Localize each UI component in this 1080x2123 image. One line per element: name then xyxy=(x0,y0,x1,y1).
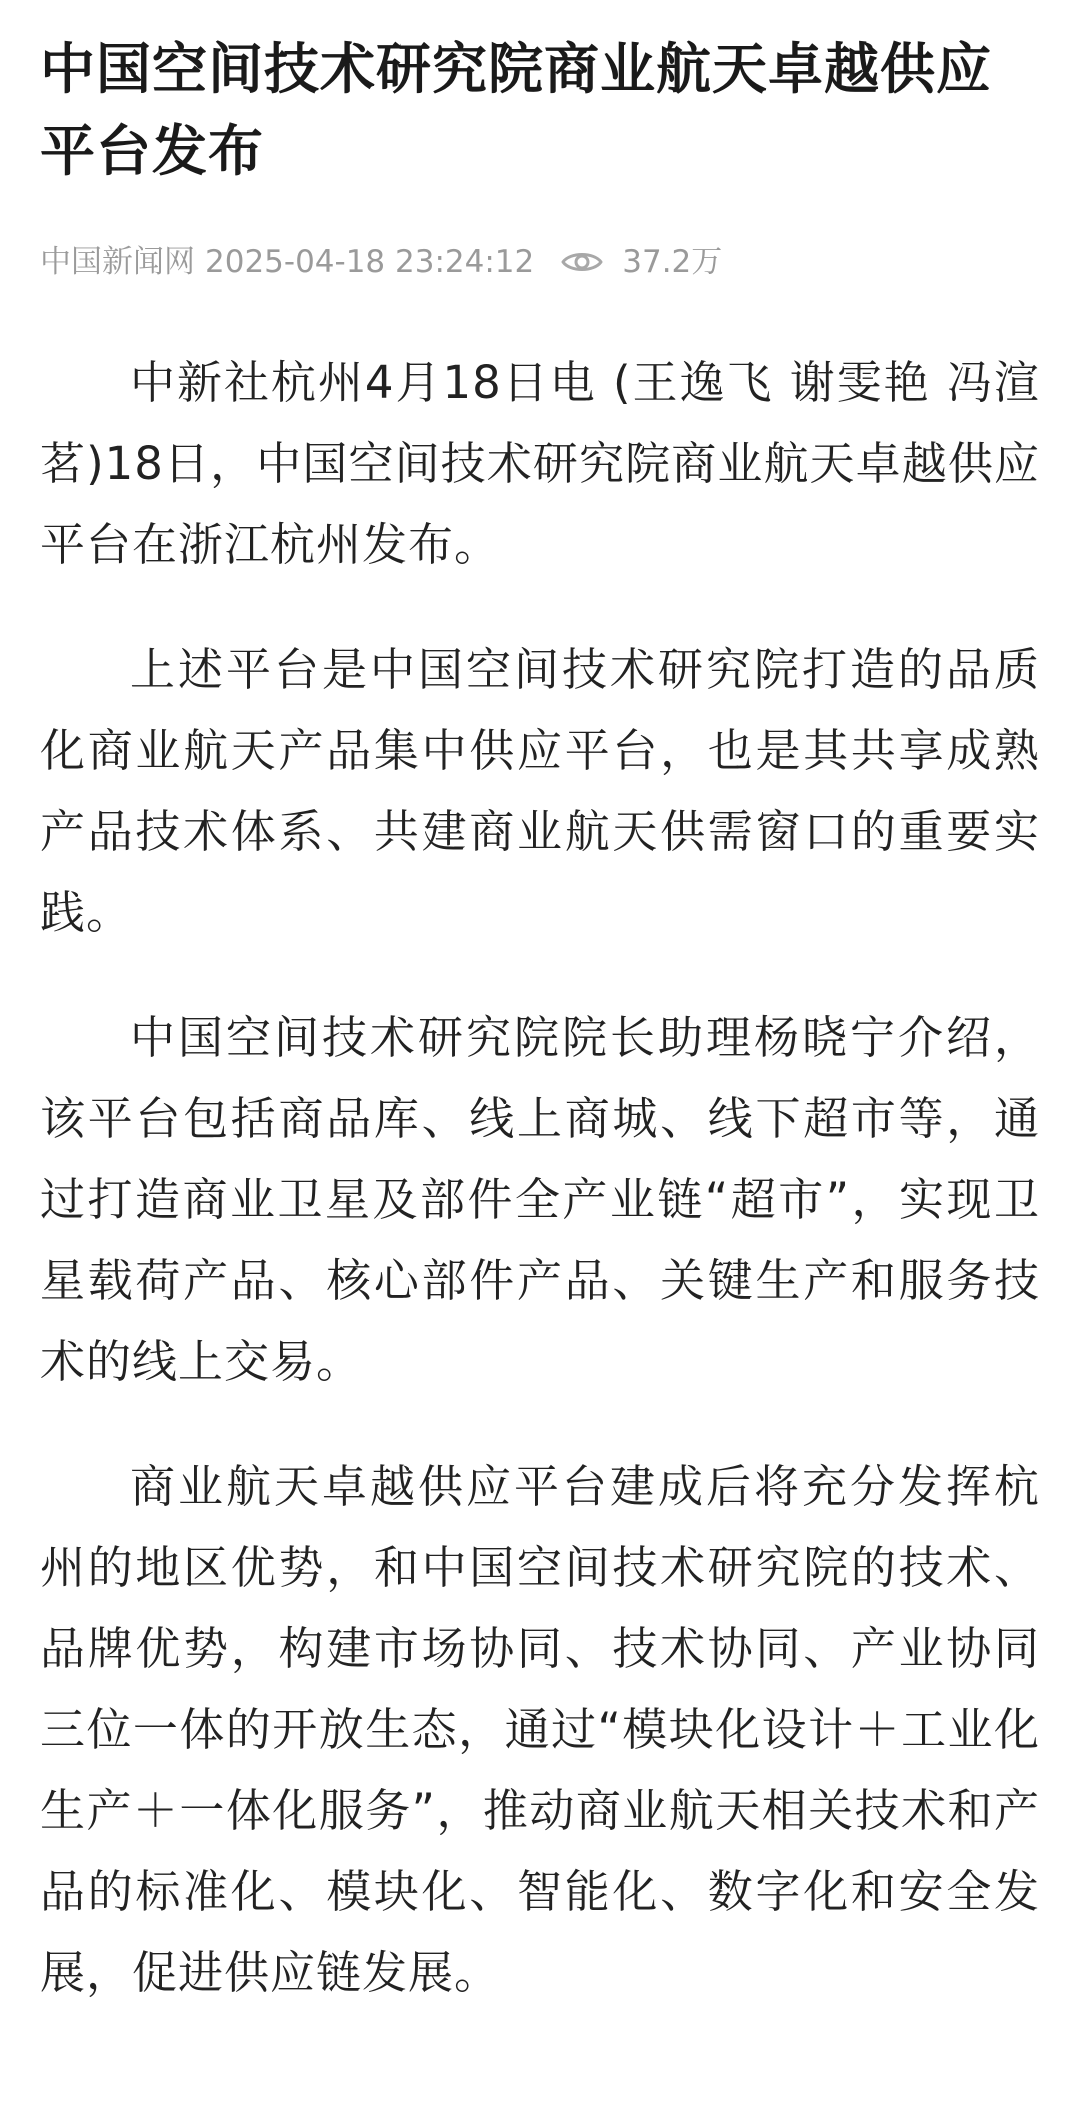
paragraph-4: 商业航天卓越供应平台建成后将充分发挥杭州的地区优势，和中国空间技术研究院的技术、品牌优势，构建市场协同、技术协同、产业协同三位一体的开放生态，通过“模块化设计＋工业化生产＋一体化服务”，推动商业航天相关技术和产品的标准化、模块化、智能化、数字化和安全发展，促进供应链发展。 xyxy=(40,1460,1040,1999)
paragraph-3: 中国空间技术研究院院长助理杨晓宁介绍，该平台包括商品库、线上商城、线下超市等，通过打造商业卫星及部件全产业链“超市”，实现卫星载荷产品、核心部件产品、关键生产和服务技术的线上交易。 xyxy=(40,1011,1040,1388)
paragraph-2: 上述平台是中国空间技术研究院打造的品质化商业航天产品集中供应平台，也是其共享成熟产品技术体系、共建商业航天供需窗口的重要实践。 xyxy=(40,643,1040,939)
article-meta xyxy=(40,242,1040,282)
publish-time: 2025-04-18 23:24:12 xyxy=(205,244,535,280)
source-label[interactable]: 中国新闻网 xyxy=(40,244,195,280)
paragraph-1: 中新社杭州4月18日电 (王逸飞 谢雯艳 冯渲茗)18日，中国空间技术研究院商业航天卓越供应平台在浙江杭州发布。 xyxy=(40,356,1040,571)
eye-icon xyxy=(560,247,604,277)
view-count: 37.2万 xyxy=(622,244,723,280)
article-body xyxy=(40,342,1040,2013)
article-title: 中国空间技术研究院商业航天卓越供应平台发布 xyxy=(40,37,993,183)
